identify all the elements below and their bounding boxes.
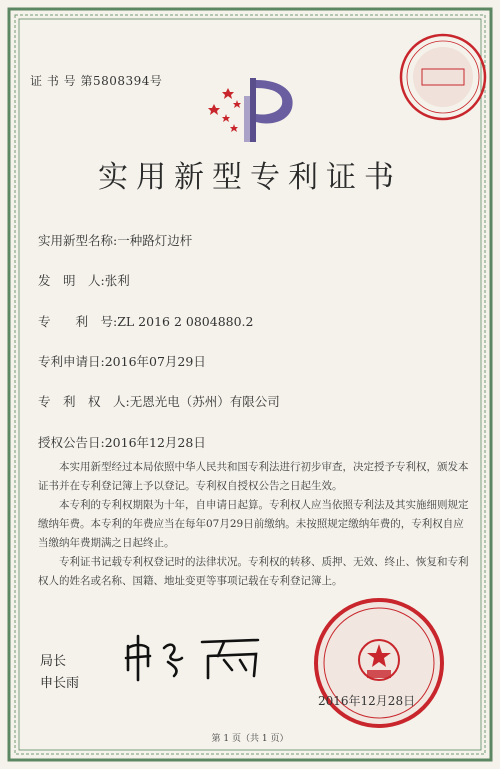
body-paragraph: 本专利的专利权期限为十年，自申请日起算。专利权人应当依照专利法及其实施细则规定缴纳年费。本专利的年费应当在每年07月29日前缴纳。未按照规定缴纳年费的，专利权自应当缴纳年费期满之日起终止。 [38, 499, 469, 549]
field-label: 专 利 号: [38, 314, 118, 329]
handwritten-signature [120, 626, 270, 682]
field-label: 授权公告日: [38, 435, 105, 450]
page-footer: 第 1 页（共 1 页） [211, 734, 289, 744]
field-utility-model-name [38, 231, 192, 249]
field-label: 专 利 权 人: [38, 394, 130, 409]
field-value: ZL 2016 2 0804880.2 [117, 314, 254, 329]
certificate-body [38, 458, 470, 591]
field-value: 2016年07月29日 [104, 354, 206, 369]
national-ip-office-seal [312, 596, 446, 730]
director-name: 申长雨 [40, 676, 80, 691]
field-value: 一种路灯边杆 [117, 233, 193, 248]
seal-date: 2016年12月28日 [318, 694, 416, 708]
field-grant-date [38, 433, 206, 451]
field-inventor [38, 271, 130, 289]
certificate-title: 实用新型专利证书 [98, 160, 402, 195]
certificate-number: 证 书 号 第5808394号 [30, 74, 163, 88]
body-paragraph: 专利证书记载专利权登记时的法律状况。专利权的转移、质押、无效、终止、恢复和专利权人的姓名或名称、国籍、地址变更等事项记载在专利登记簿上。 [38, 556, 469, 587]
field-application-date [38, 352, 206, 370]
field-value: 张利 [104, 273, 130, 288]
agency-seal [398, 32, 488, 122]
field-value: 无恩光电（苏州）有限公司 [129, 394, 280, 409]
field-label: 专利申请日: [38, 354, 105, 369]
body-paragraph: 本实用新型经过本局依照中华人民共和国专利法进行初步审查，决定授予专利权，颁发本证书并在专利登记簿上予以登记。专利权自授权公告之日起生效。 [38, 461, 469, 492]
field-label: 实用新型名称: [38, 233, 118, 248]
field-label: 发 明 人: [38, 273, 105, 288]
field-value: 2016年12月28日 [104, 435, 206, 450]
field-patent-number [38, 312, 254, 330]
patent-office-emblem [204, 74, 300, 146]
director-title: 局长 [40, 654, 67, 669]
field-patentee [38, 392, 280, 410]
